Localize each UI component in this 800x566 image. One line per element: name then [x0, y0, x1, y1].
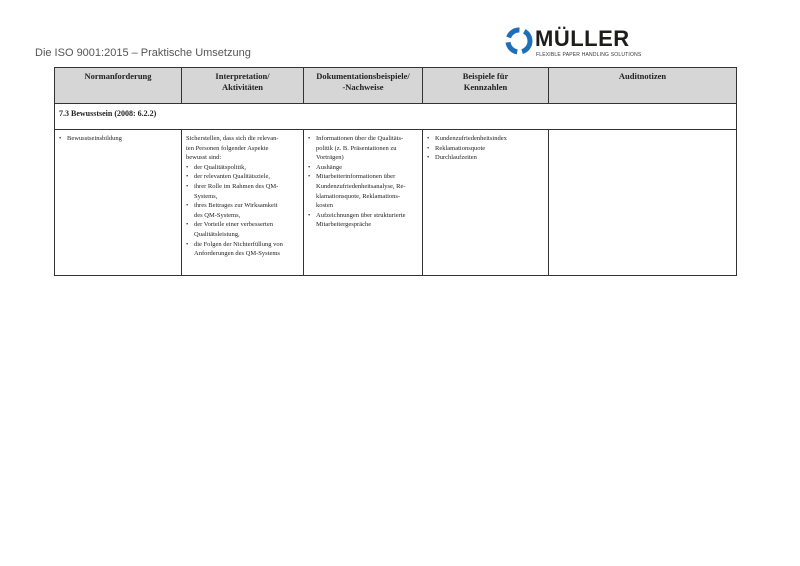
documentation-cell [304, 130, 423, 276]
list-item [435, 153, 544, 163]
text-line: • Informationen über die Qualitäts- [316, 135, 404, 142]
text-line: Aktivitäten [221, 82, 264, 92]
interpretation-cell [182, 130, 304, 276]
list-item [194, 172, 299, 182]
logo-wordmark: MÜLLER [535, 26, 630, 51]
text-line: Kundenzufriedenheitsanalyse, Re- [316, 182, 406, 190]
text-line: des QM-Systems, [194, 211, 241, 219]
text-line: • die Folgen der Nichterfüllung von [194, 240, 283, 248]
text-line: klamationsquote, Reklamations- [316, 192, 401, 200]
text-line: Beispiele für [462, 71, 509, 81]
list-item [194, 240, 299, 259]
audit-notes-cell[interactable] [549, 130, 737, 276]
list-item [316, 134, 418, 163]
list-item [194, 163, 299, 173]
text-line: • ihres Beitrages zur Wirksamkeit [194, 202, 278, 210]
text-line: • der Vorteile einer verbesserten [194, 221, 273, 229]
text-line: Normanforderung [84, 71, 152, 81]
list-item [316, 172, 418, 210]
text-line: ten Personen folgender Aspekte [186, 144, 269, 152]
list-item [194, 220, 299, 239]
list-item [316, 163, 418, 173]
list-item [316, 211, 418, 230]
text-line: • der Qualitätspolitik, [194, 163, 246, 171]
text-line: Vorträgen) [316, 154, 344, 162]
section-title: 7.3 Bewusstsein (2008: 6.2.2) [55, 104, 737, 130]
text-line: Anforderungen des QM-Systems [194, 250, 280, 258]
list-item [67, 134, 177, 144]
text-line: • Aushänge [316, 163, 342, 171]
document-title: Die ISO 9001:2015 – Praktische Umsetzung [35, 47, 251, 59]
company-logo [505, 26, 645, 64]
list-item [435, 144, 544, 154]
text-line: Auditnotizen [618, 71, 667, 81]
table-header-row [55, 68, 737, 104]
text-line: Dokumentationsbeispiele/ [316, 71, 410, 81]
column-header [549, 68, 737, 104]
text-line: • der relevanten Qualitätsziele, [194, 173, 270, 181]
text-line: • ihrer Rolle im Rahmen des QM- [194, 182, 279, 190]
text-line: • Durchlaufzeiten [435, 154, 477, 162]
logo-tagline: FLEXIBLE PAPER HANDLING SOLUTIONS [536, 52, 642, 58]
requirements-table [54, 67, 737, 276]
list-item [435, 134, 544, 144]
column-header [423, 68, 549, 104]
text-line: • Mitarbeiterinformationen über [316, 173, 396, 181]
text-line: Sicherstellen, dass sich die relevan- [186, 135, 279, 142]
text-line: politik (z. B. Präsentationen zu [316, 144, 397, 152]
text-line: Qualitätsleistung, [194, 230, 240, 238]
text-line: • Aufzeichnungen über strukturierte [316, 211, 406, 219]
column-header [304, 68, 423, 104]
column-header [55, 68, 182, 104]
text-line: Mitarbeitergespräche [316, 221, 372, 229]
kpi-cell [423, 130, 549, 276]
logo-swirl-icon [505, 26, 533, 56]
text-line: Interpretation/ [215, 71, 270, 81]
list-item [194, 182, 299, 201]
text-line: Kennzahlen [463, 82, 508, 92]
section-row [55, 104, 737, 130]
text-line: bewusst sind: [186, 154, 222, 162]
text-line: • Reklamationsquote [435, 144, 486, 152]
text-line: • Kundenzufriedenheitsindex [435, 135, 507, 142]
text-line: kosten [316, 202, 333, 210]
column-header [182, 68, 304, 104]
table-row [55, 130, 737, 276]
norm-cell [55, 130, 182, 276]
text-line: Systems, [194, 192, 218, 200]
text-line: -Nachweise [342, 82, 384, 92]
text-line: • Bewusstseinsbildung [67, 135, 122, 142]
list-item [194, 201, 299, 220]
